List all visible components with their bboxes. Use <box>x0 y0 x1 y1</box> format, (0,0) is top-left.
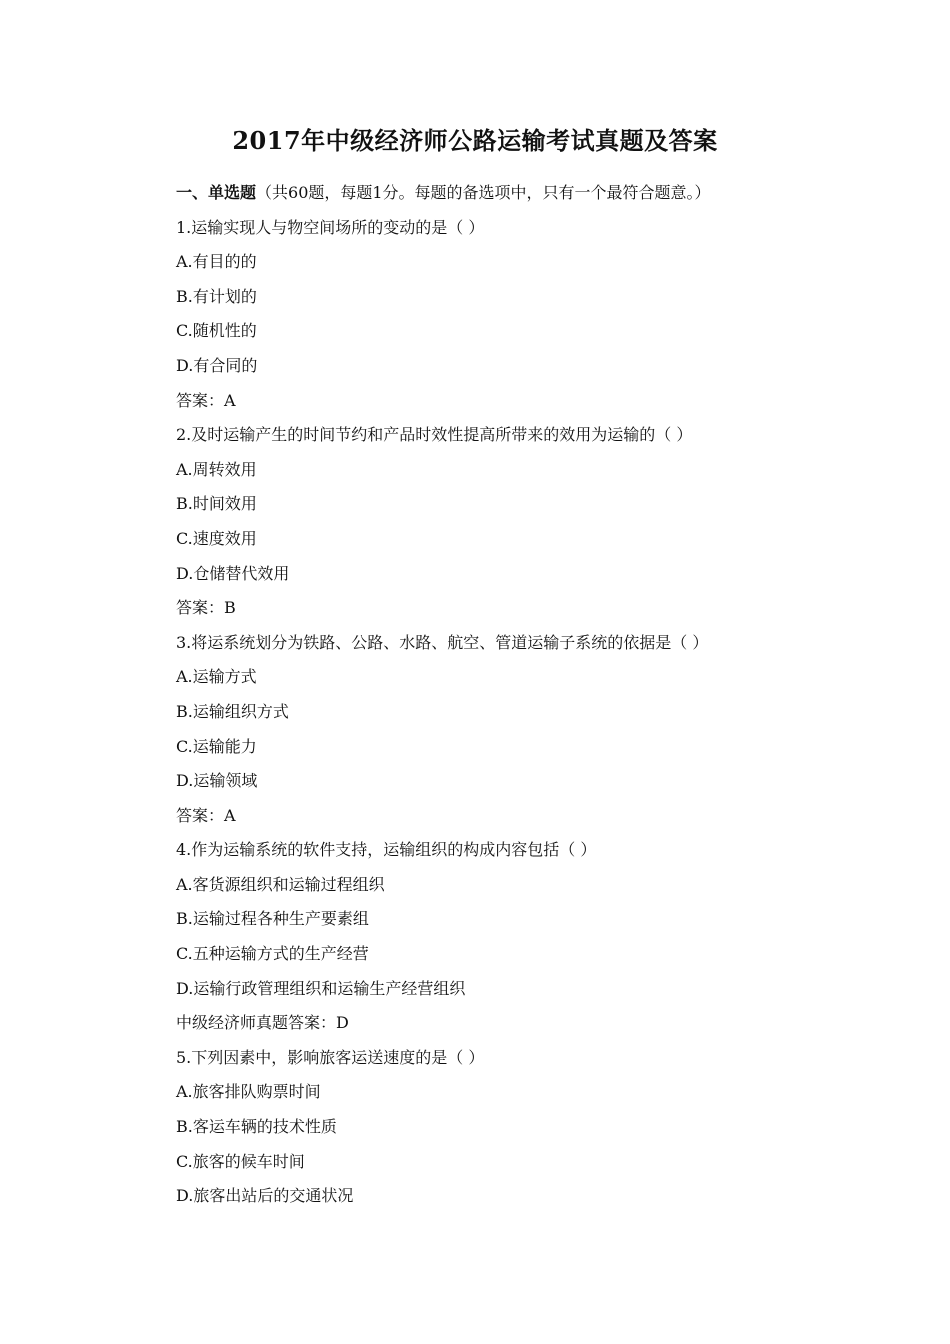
question-3: 3.将运系统划分为铁路、公路、水路、航空、管道运输子系统的依据是（ ） <box>176 632 709 652</box>
question-2-option-a: A.周转效用 <box>176 459 257 479</box>
question-2-option-b: B.时间效用 <box>176 494 257 514</box>
question-2-option-d: D.仓储替代效用 <box>176 563 290 583</box>
question-3-option-d: D.运输领域 <box>176 771 258 791</box>
question-4: 4.作为运输系统的软件支持，运输组织的构成内容包括（ ） <box>176 840 597 860</box>
question-4-answer: 中级经济师真题答案：D <box>176 1013 349 1033</box>
question-4-option-b: B.运输过程各种生产要素组 <box>176 909 369 929</box>
question-1: 1.运输实现人与物空间场所的变动的是（ ） <box>176 217 485 237</box>
question-5: 5.下列因素中，影响旅客运送速度的是（ ） <box>176 1047 485 1067</box>
question-3-option-b: B.运输组织方式 <box>176 701 289 721</box>
question-2-option-c: C.速度效用 <box>176 528 257 548</box>
question-1-option-b: B.有计划的 <box>176 286 257 306</box>
question-1-option-a: A.有目的的 <box>176 252 257 272</box>
question-2-answer: 答案：B <box>176 598 236 618</box>
question-3-option-a: A.运输方式 <box>176 667 257 687</box>
question-5-option-c: C.旅客的候车时间 <box>176 1151 305 1171</box>
section-heading-line <box>176 180 816 215</box>
section-instructions: （共60题，每题1分。每题的备选项中，只有一个最符合题意。） <box>256 183 711 202</box>
question-4-option-c: C.五种运输方式的生产经营 <box>176 944 369 964</box>
section-heading: 一、单选题 <box>176 183 257 202</box>
question-1-option-c: C.随机性的 <box>176 321 257 341</box>
question-4-option-d: D.运输行政管理组织和运输生产经营组织 <box>176 978 466 998</box>
question-3-answer: 答案：A <box>176 805 236 825</box>
question-2: 2.及时运输产生的时间节约和产品时效性提高所带来的效用为运输的（ ） <box>176 425 693 445</box>
document-title: 2017年中级经济师公路运输考试真题及答案 <box>232 126 718 155</box>
question-1-option-d: D.有合同的 <box>176 355 258 375</box>
question-5-option-d: D.旅客出站后的交通状况 <box>176 1186 354 1206</box>
question-3-option-c: C.运输能力 <box>176 736 257 756</box>
document-body <box>176 180 816 1218</box>
question-1-answer: 答案：A <box>176 390 236 410</box>
question-4-option-a: A.客货源组织和运输过程组织 <box>176 874 385 894</box>
question-5-option-b: B.客运车辆的技术性质 <box>176 1117 337 1137</box>
question-5-option-a: A.旅客排队购票时间 <box>176 1082 321 1102</box>
